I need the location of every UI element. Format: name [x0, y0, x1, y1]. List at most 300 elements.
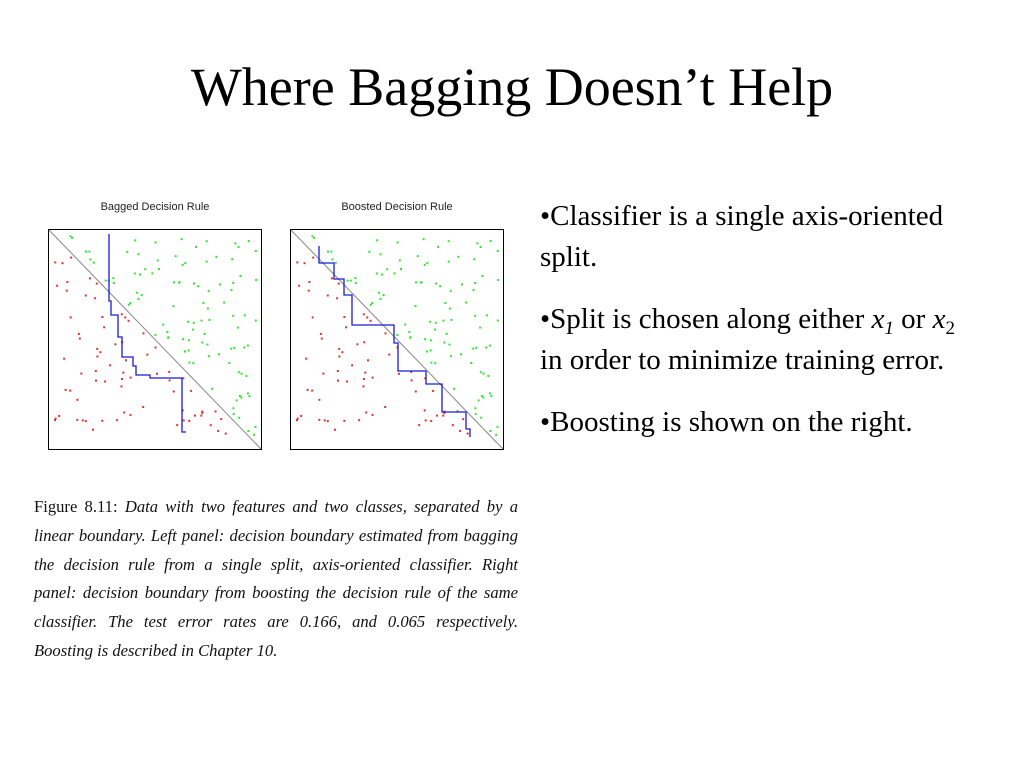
- class-b-point: [350, 280, 352, 282]
- class-b-point: [241, 373, 243, 375]
- class-a-point: [156, 373, 158, 375]
- class-b-point: [396, 334, 398, 336]
- class-a-point: [304, 262, 306, 264]
- class-b-point: [207, 344, 209, 346]
- class-b-point: [238, 371, 240, 373]
- class-b-point: [175, 255, 177, 257]
- class-a-point: [312, 316, 314, 318]
- class-b-point: [247, 430, 249, 432]
- class-b-point: [248, 395, 250, 397]
- class-a-point: [436, 415, 438, 417]
- class-a-point: [338, 283, 340, 285]
- class-b-point: [327, 251, 329, 253]
- class-a-point: [385, 332, 387, 334]
- class-b-point: [393, 272, 395, 274]
- class-b-point: [113, 282, 115, 284]
- class-a-point: [351, 364, 353, 366]
- class-b-point: [497, 426, 499, 428]
- class-a-point: [194, 415, 196, 417]
- class-b-point: [162, 324, 164, 326]
- class-a-point: [308, 290, 310, 292]
- class-b-point: [141, 294, 143, 296]
- class-b-point: [154, 334, 156, 336]
- class-b-point: [426, 351, 428, 353]
- class-b-point: [138, 253, 140, 255]
- class-a-point: [96, 348, 98, 350]
- class-b-point: [434, 362, 436, 364]
- class-b-point: [497, 279, 499, 281]
- class-b-point: [449, 344, 451, 346]
- class-b-point: [417, 255, 419, 257]
- class-b-point: [490, 395, 492, 397]
- class-a-point: [452, 424, 454, 426]
- class-b-point: [381, 274, 383, 276]
- class-a-point: [143, 332, 145, 334]
- class-a-point: [188, 420, 190, 422]
- class-b-point: [232, 315, 234, 317]
- class-b-point: [448, 240, 450, 242]
- class-b-point: [188, 362, 190, 364]
- class-a-point: [130, 377, 132, 379]
- class-b-point: [167, 336, 169, 338]
- class-b-point: [476, 242, 478, 244]
- class-b-point: [483, 373, 485, 375]
- class-b-point: [497, 320, 499, 322]
- class-b-point: [354, 277, 356, 279]
- class-a-point: [336, 297, 338, 299]
- class-b-point: [230, 348, 232, 350]
- class-b-point: [355, 282, 357, 284]
- class-a-point: [384, 406, 386, 408]
- class-a-point: [343, 316, 345, 318]
- class-a-point: [467, 433, 469, 435]
- class-b-point: [255, 279, 257, 281]
- class-b-point: [429, 321, 431, 323]
- class-b-point: [490, 240, 492, 242]
- class-a-point: [343, 420, 345, 422]
- class-b-point: [313, 237, 315, 239]
- class-a-point: [425, 419, 427, 421]
- class-b-point: [166, 331, 168, 333]
- class-b-point: [184, 262, 186, 264]
- class-b-point: [470, 362, 472, 364]
- class-b-point: [460, 353, 462, 355]
- class-b-point: [144, 268, 146, 270]
- class-b-point: [112, 277, 114, 279]
- class-b-point: [255, 250, 257, 252]
- class-a-point: [146, 354, 148, 356]
- class-b-point: [380, 298, 382, 300]
- class-a-point: [308, 281, 310, 283]
- class-b-point: [155, 242, 157, 244]
- class-b-point: [347, 280, 349, 282]
- class-b-point: [89, 258, 91, 260]
- class-a-point: [318, 419, 320, 421]
- class-b-point: [448, 261, 450, 263]
- class-b-point: [450, 355, 452, 357]
- class-a-point: [318, 399, 320, 401]
- var-x2: x: [932, 303, 946, 335]
- class-a-point: [55, 418, 57, 420]
- class-b-point: [480, 417, 482, 419]
- class-a-point: [432, 390, 434, 392]
- class-b-point: [126, 251, 128, 253]
- class-b-point: [423, 238, 425, 240]
- class-a-point: [168, 371, 170, 373]
- class-b-point: [245, 375, 247, 377]
- class-a-point: [363, 313, 365, 315]
- class-a-point: [94, 297, 96, 299]
- sub-1: 1: [884, 318, 894, 339]
- class-b-point: [234, 242, 236, 244]
- class-b-point: [233, 413, 235, 415]
- class-b-point: [223, 302, 225, 304]
- class-b-point: [482, 275, 484, 277]
- class-b-point: [434, 329, 436, 331]
- class-b-point: [430, 339, 432, 341]
- class-a-point: [366, 316, 368, 318]
- class-b-point: [206, 261, 208, 263]
- class-a-point: [190, 390, 192, 392]
- class-b-point: [179, 281, 181, 283]
- class-b-point: [138, 298, 140, 300]
- class-a-point: [116, 419, 118, 421]
- class-a-point: [142, 406, 144, 408]
- class-a-point: [346, 381, 348, 383]
- class-b-point: [415, 305, 417, 307]
- class-a-point: [95, 380, 97, 382]
- class-a-point: [121, 385, 123, 387]
- class-b-point: [173, 281, 175, 283]
- class-a-point: [66, 290, 68, 292]
- class-b-point: [181, 238, 183, 240]
- class-a-point: [85, 295, 87, 297]
- class-a-point: [388, 354, 390, 356]
- class-b-point: [489, 345, 491, 347]
- class-a-point: [121, 378, 123, 380]
- class-a-point: [337, 380, 339, 382]
- class-a-point: [367, 359, 369, 361]
- class-b-point: [404, 324, 406, 326]
- class-b-point: [450, 290, 452, 292]
- class-a-point: [418, 424, 420, 426]
- class-a-point: [155, 347, 157, 349]
- class-b-point: [472, 348, 474, 350]
- class-b-point: [215, 256, 217, 258]
- class-b-point: [370, 304, 372, 306]
- class-b-point: [480, 246, 482, 248]
- class-b-point: [457, 256, 459, 258]
- class-a-point: [296, 261, 298, 263]
- class-a-point: [58, 415, 60, 417]
- class-b-point: [376, 239, 378, 241]
- class-b-point: [231, 289, 233, 291]
- class-b-point: [192, 362, 194, 364]
- class-b-point: [424, 338, 426, 340]
- class-b-point: [386, 268, 388, 270]
- class-a-point: [415, 391, 417, 393]
- class-b-point: [247, 345, 249, 347]
- class-b-point: [495, 434, 497, 436]
- class-a-point: [327, 295, 329, 297]
- class-b-point: [421, 281, 423, 283]
- class-b-point: [173, 305, 175, 307]
- class-a-point: [430, 420, 432, 422]
- class-b-point: [88, 251, 90, 253]
- class-b-point: [193, 322, 195, 324]
- class-b-point: [134, 273, 136, 275]
- class-b-point: [243, 347, 245, 349]
- class-b-point: [184, 351, 186, 353]
- class-b-point: [480, 371, 482, 373]
- class-b-point: [71, 237, 73, 239]
- class-a-point: [363, 341, 365, 343]
- class-b-point: [204, 333, 206, 335]
- class-a-point: [356, 343, 358, 345]
- var-x1: x: [871, 303, 885, 335]
- class-b-point: [209, 319, 211, 321]
- class-a-point: [96, 356, 98, 358]
- class-a-point: [327, 420, 329, 422]
- class-a-point: [101, 420, 103, 422]
- class-b-point: [489, 392, 491, 394]
- class-b-point: [439, 285, 441, 287]
- class-a-point: [210, 424, 212, 426]
- class-b-point: [399, 259, 401, 261]
- class-b-point: [430, 349, 432, 351]
- class-b-point: [331, 258, 333, 260]
- bullet-boosting: •Boosting is shown on the right.: [540, 406, 913, 438]
- class-b-point: [237, 327, 239, 329]
- class-b-point: [415, 281, 417, 283]
- class-a-point: [462, 418, 464, 420]
- class-a-point: [76, 399, 78, 401]
- class-b-point: [443, 342, 445, 344]
- class-b-point: [219, 283, 221, 285]
- class-b-point: [408, 331, 410, 333]
- class-b-point: [473, 289, 475, 291]
- class-a-point: [65, 389, 67, 391]
- class-a-point: [331, 277, 333, 279]
- class-a-point: [312, 257, 314, 259]
- class-a-point: [124, 316, 126, 318]
- class-b-point: [426, 262, 428, 264]
- bullet-split-text-2: or: [893, 303, 933, 335]
- class-b-point: [192, 329, 194, 331]
- class-a-point: [56, 285, 58, 287]
- class-b-point: [380, 253, 382, 255]
- bullet-list: [540, 196, 980, 464]
- class-a-point: [411, 379, 413, 381]
- sub-2: 2: [945, 318, 955, 339]
- class-b-point: [475, 413, 477, 415]
- class-b-point: [202, 302, 204, 304]
- bagged-decision-plot: [48, 229, 262, 450]
- class-a-point: [54, 261, 56, 263]
- class-a-point: [109, 364, 111, 366]
- class-a-point: [300, 415, 302, 417]
- class-a-point: [363, 385, 365, 387]
- class-a-point: [114, 343, 116, 345]
- class-a-point: [372, 414, 374, 416]
- class-b-point: [253, 434, 255, 436]
- class-b-point: [489, 430, 491, 432]
- class-b-point: [128, 304, 130, 306]
- class-b-point: [449, 308, 451, 310]
- class-a-point: [173, 391, 175, 393]
- class-b-point: [231, 258, 233, 260]
- class-b-point: [247, 392, 249, 394]
- boosted-decision-plot: [290, 229, 504, 450]
- class-b-point: [430, 362, 432, 364]
- class-a-point: [183, 419, 185, 421]
- class-a-point: [220, 418, 222, 420]
- class-a-point: [459, 430, 461, 432]
- class-a-point: [70, 257, 72, 259]
- class-a-point: [123, 412, 125, 414]
- class-a-point: [225, 433, 227, 435]
- class-b-point: [378, 292, 380, 294]
- class-b-point: [188, 339, 190, 341]
- class-b-point: [69, 235, 71, 237]
- class-b-point: [474, 315, 476, 317]
- class-a-point: [104, 381, 106, 383]
- class-b-point: [478, 399, 480, 401]
- class-a-point: [442, 415, 444, 417]
- class-b-point: [195, 246, 197, 248]
- class-b-point: [487, 375, 489, 377]
- class-a-point: [92, 429, 94, 431]
- bullet-split-text-1: •Split is chosen along either: [540, 303, 872, 335]
- class-a-point: [324, 419, 326, 421]
- class-a-point: [122, 372, 124, 374]
- class-b-point: [157, 259, 159, 261]
- class-b-point: [446, 333, 448, 335]
- class-a-point: [66, 281, 68, 283]
- class-a-point: [334, 429, 336, 431]
- class-b-point: [335, 262, 337, 264]
- class-b-point: [437, 246, 439, 248]
- class-b-point: [201, 342, 203, 344]
- class-b-point: [453, 388, 455, 390]
- class-b-point: [232, 407, 234, 409]
- class-a-point: [76, 419, 78, 421]
- figure-caption: [34, 493, 518, 666]
- class-b-point: [233, 347, 235, 349]
- class-a-point: [69, 390, 71, 392]
- class-b-point: [475, 347, 477, 349]
- class-b-point: [211, 388, 213, 390]
- class-b-point: [368, 251, 370, 253]
- class-b-point: [330, 251, 332, 253]
- class-b-point: [461, 283, 463, 285]
- bullet-classifier: •Classifier is a single axis-oriented split.: [540, 200, 944, 273]
- class-a-point: [338, 348, 340, 350]
- class-b-point: [474, 282, 476, 284]
- class-b-point: [193, 283, 195, 285]
- class-b-point: [248, 240, 250, 242]
- class-a-point: [130, 414, 132, 416]
- class-a-point: [337, 370, 339, 372]
- class-b-point: [139, 274, 141, 276]
- class-b-point: [474, 407, 476, 409]
- class-a-point: [125, 359, 127, 361]
- class-b-point: [182, 264, 184, 266]
- class-b-point: [443, 320, 445, 322]
- class-a-point: [85, 420, 87, 422]
- class-b-point: [93, 262, 95, 264]
- class-a-point: [128, 320, 130, 322]
- class-a-point: [364, 372, 366, 374]
- class-a-point: [365, 412, 367, 414]
- class-a-point: [298, 285, 300, 287]
- class-a-point: [89, 277, 91, 279]
- class-b-point: [208, 290, 210, 292]
- class-b-point: [182, 338, 184, 340]
- class-a-point: [78, 333, 80, 335]
- class-b-point: [400, 268, 402, 270]
- class-b-point: [451, 319, 453, 321]
- class-b-point: [244, 314, 246, 316]
- class-a-point: [297, 418, 299, 420]
- class-b-point: [435, 322, 437, 324]
- caption-label: Figure 8.11:: [34, 497, 118, 516]
- class-a-point: [80, 373, 82, 375]
- class-b-point: [201, 320, 203, 322]
- class-b-point: [232, 282, 234, 284]
- class-b-point: [397, 242, 399, 244]
- class-a-point: [200, 415, 202, 417]
- class-b-point: [105, 280, 107, 282]
- class-a-point: [176, 424, 178, 426]
- class-b-point: [255, 426, 257, 428]
- class-b-point: [485, 347, 487, 349]
- class-b-point: [218, 353, 220, 355]
- class-b-point: [136, 292, 138, 294]
- class-b-point: [228, 362, 230, 364]
- class-b-point: [197, 285, 199, 287]
- class-b-point: [465, 302, 467, 304]
- class-a-point: [322, 373, 324, 375]
- class-a-point: [82, 419, 84, 421]
- class-a-point: [345, 326, 347, 328]
- class-a-point: [320, 333, 322, 335]
- class-b-point: [187, 321, 189, 323]
- class-a-point: [217, 430, 219, 432]
- class-b-point: [473, 258, 475, 260]
- class-a-point: [121, 313, 123, 315]
- class-a-point: [101, 316, 103, 318]
- class-a-point: [321, 338, 323, 340]
- class-b-point: [239, 395, 241, 397]
- class-b-point: [158, 268, 160, 270]
- class-a-point: [358, 419, 360, 421]
- class-a-point: [201, 412, 203, 414]
- class-b-point: [255, 320, 257, 322]
- class-b-point: [238, 246, 240, 248]
- class-b-point: [435, 283, 437, 285]
- class-b-point: [240, 275, 242, 277]
- caption-text: Data with two features and two classes, separated by a linear boundary. Left panel: decision boundary estimated from bagging the decision rule from a single split, axis-oriented classifier. Right panel: decision boundary from boosting the decision rule of the same classifier. The test error rates are 0.166, and 0.065 respectively. Boosting is described in Chapter 10.: [34, 497, 518, 660]
- class-b-point: [424, 264, 426, 266]
- boosted-panel-title: Boosted Decision Rule: [341, 201, 453, 213]
- bullet-split: [540, 299, 980, 381]
- class-a-point: [338, 356, 340, 358]
- class-a-point: [363, 378, 365, 380]
- class-a-point: [307, 389, 309, 391]
- class-b-point: [481, 395, 483, 397]
- class-b-point: [383, 294, 385, 296]
